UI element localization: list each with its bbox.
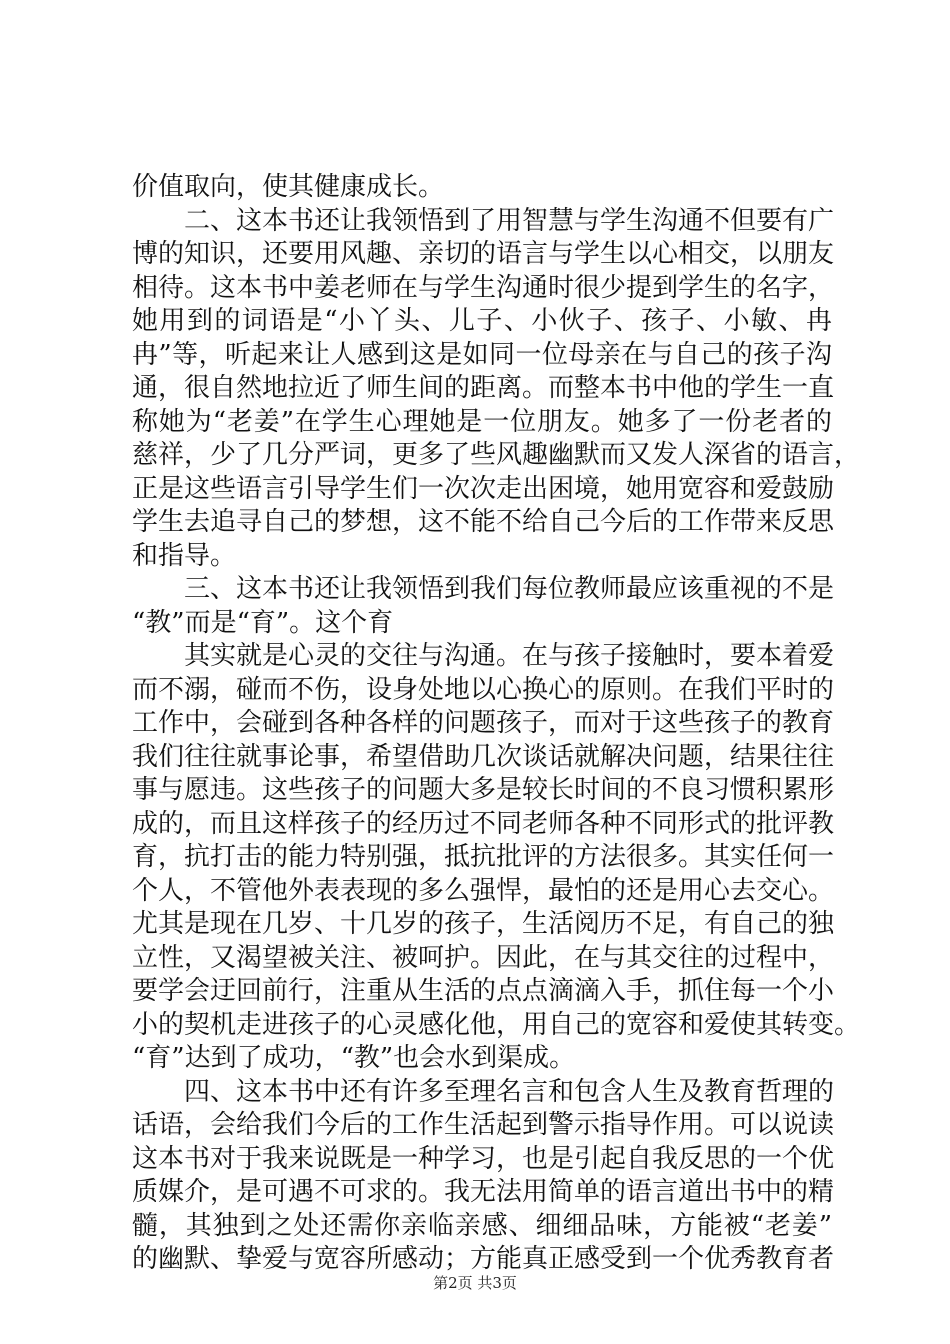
text-line: 二、这本书还让我领悟到了用智慧与学生沟通不但要有广 <box>184 205 835 236</box>
text-line: 成的，而且这样孩子的经历过不同老师各种不同形式的批评教 <box>132 808 835 839</box>
text-line: 价值取向，使其健康成长。 <box>132 172 445 202</box>
text-line: 相待。这本书中姜老师在与学生沟通时很少提到学生的名字， <box>132 272 835 303</box>
text-line: 的幽默、挚爱与宽容所感动；方能真正感受到一个优秀教育者 <box>132 1244 835 1274</box>
text-line: 立性，又渴望被关注、被呵护。因此，在与其交往的过程中， <box>132 942 835 973</box>
text-line: 这本书对于我来说既是一种学习，也是引起自我反思的一个优 <box>132 1143 835 1174</box>
document-body <box>132 171 861 1277</box>
text-line: 三、这本书还让我领悟到我们每位教师最应该重视的不是 <box>184 574 835 604</box>
text-line: 博的知识，还要用风趣、亲切的语言与学生以心相交，以朋友 <box>132 239 835 269</box>
text-line: 育，抗打击的能力特别强，抵抗批评的方法很多。其实任何一 <box>132 842 835 872</box>
text-line: 话语，会给我们今后的工作生活起到警示指导作用。可以说读 <box>132 1110 835 1140</box>
text-line: 正是这些语言引导学生们一次次走出困境，她用宽容和爱鼓励 <box>132 473 835 504</box>
text-line: 事与愿违。这些孩子的问题大多是较长时间的不良习惯积累形 <box>132 775 835 805</box>
text-line: “教”而是“育”。这个育 <box>132 607 394 638</box>
text-line: 而不溺，碰而不伤，设身处地以心换心的原则。在我们平时的 <box>132 674 835 705</box>
text-line: 工作中，会碰到各种各样的问题孩子，而对于这些孩子的教育 <box>132 708 835 738</box>
text-line: 我们往往就事论事，希望借助几次谈话就解决问题，结果往往 <box>132 741 835 772</box>
page-footer: 第2页 共3页 <box>433 1274 517 1292</box>
text-line: 质媒介，是可遇不可求的。我无法用简单的语言道出书中的精 <box>132 1177 835 1207</box>
text-line: 她用到的词语是“小丫头、儿子、小伙子、孩子、小敏、冉 <box>132 306 832 336</box>
text-line: “育”达到了成功，“教”也会水到渠成。 <box>132 1043 576 1073</box>
text-line: 要学会迂回前行，注重从生活的点点滴滴入手，抓住每一个小 <box>132 976 835 1006</box>
text-line: 通，很自然地拉近了师生间的距离。而整本书中他的学生一直 <box>132 373 835 403</box>
text-line: 和指导。 <box>132 540 237 571</box>
text-line: 学生去追寻自己的梦想，这不能不给自己今后的工作带来反思 <box>132 507 835 537</box>
text-line: 小的契机走进孩子的心灵感化他，用自己的宽容和爱使其转变。 <box>132 1009 861 1040</box>
text-line: 慈祥，少了几分严词，更多了些风趣幽默而又发人深省的语言， <box>132 440 861 470</box>
text-line: 冉”等，听起来让人感到这是如同一位母亲在与自己的孩子沟 <box>132 339 832 370</box>
text-line: 四、这本书中还有许多至理名言和包含人生及教育哲理的 <box>184 1076 835 1107</box>
text-line: 尤其是现在几岁、十几岁的孩子，生活阅历不足，有自己的独 <box>132 909 835 939</box>
text-line: 髓，其独到之处还需你亲临亲感、细细品味，方能被“老姜” <box>132 1210 832 1241</box>
text-line: 个人，不管他外表表现的多么强悍，最怕的还是用心去交心。 <box>132 875 835 906</box>
text-line: 其实就是心灵的交往与沟通。在与孩子接触时，要本着爱 <box>184 641 835 671</box>
text-line: 称她为“老姜”在学生心理她是一位朋友。她多了一份老者的 <box>132 406 832 437</box>
